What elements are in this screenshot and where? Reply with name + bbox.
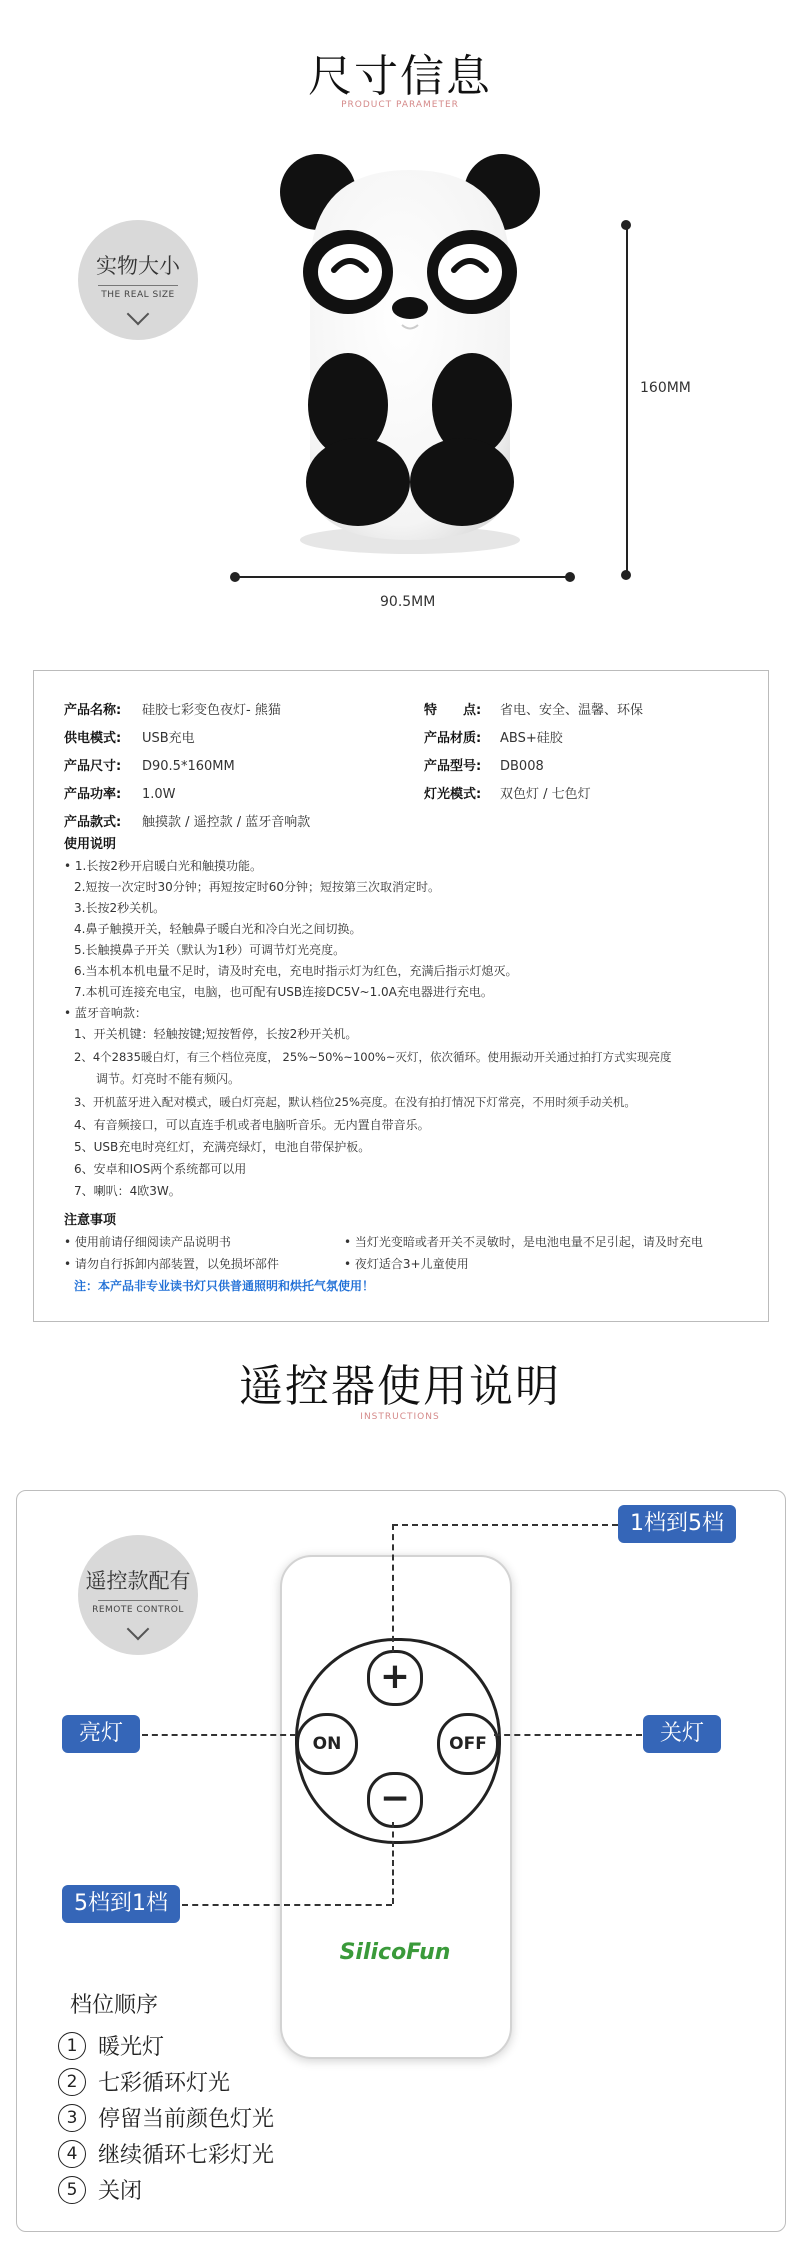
order-label: 关闭 — [98, 2179, 143, 2204]
light-off-connector — [494, 1734, 642, 1736]
spec-row — [64, 755, 235, 774]
height-dimension-label: 160MM — [640, 380, 691, 396]
badge-divider — [98, 285, 178, 286]
usage-title: 使用说明 — [64, 837, 117, 852]
remote-section-subtitle: INSTRUCTIONS — [360, 1412, 440, 1422]
spec-key: 灯光模式: — [424, 787, 482, 802]
size-section-subtitle: PRODUCT PARAMETER — [341, 100, 459, 110]
order-label: 停留当前颜色灯光 — [98, 2107, 275, 2132]
spec-value: 硅胶七彩变色夜灯- 熊猫 — [142, 703, 281, 718]
order-label: 暖光灯 — [98, 2035, 165, 2060]
order-label: 继续循环七彩灯光 — [98, 2143, 275, 2168]
note-item: • 请勿自行拆卸内部装置，以免损坏部件 — [64, 1257, 279, 1271]
order-item — [58, 2138, 274, 2169]
width-dimension-end-left — [230, 572, 240, 582]
usage-line: 1、开关机键：轻触按键;短按暂停，长按2秒开关机。 — [74, 1027, 358, 1041]
order-item — [58, 2102, 274, 2133]
spec-value: 1.0W — [142, 787, 176, 802]
panda-lamp-image — [270, 140, 550, 580]
note-item: • 当灯光变暗或者开关不灵敏时，是电池电量不足引起，请及时充电 — [344, 1235, 703, 1249]
level-down-connector-h — [182, 1904, 392, 1906]
usage-line: 5、USB充电时亮红灯，充满亮绿灯，电池自带保护板。 — [74, 1140, 371, 1154]
spec-box — [33, 670, 769, 1322]
panda-right-leg — [410, 438, 514, 526]
remote-section-title: 遥控器使用说明 — [239, 1361, 561, 1412]
remote-badge-sublabel: REMOTE CONTROL — [92, 1605, 184, 1615]
spec-key: 产品尺寸: — [64, 759, 122, 774]
real-size-badge-sublabel: THE REAL SIZE — [101, 290, 175, 300]
spec-row — [424, 755, 544, 774]
order-number: 5 — [58, 2176, 86, 2204]
height-dimension-end-top — [621, 220, 631, 230]
spec-value: 触摸款 / 遥控款 / 蓝牙音响款 — [142, 815, 311, 830]
note-item: • 夜灯适合3+儿童使用 — [344, 1257, 469, 1271]
spec-value: USB充电 — [142, 731, 195, 746]
remote-badge — [78, 1535, 198, 1655]
order-number: 2 — [58, 2068, 86, 2096]
panda-nose — [392, 297, 428, 319]
light-on-tag: 亮灯 — [62, 1715, 140, 1753]
width-dimension-label: 90.5MM — [380, 594, 436, 610]
spec-value: DB008 — [500, 759, 544, 774]
usage-line: 3.长按2秒关机。 — [74, 901, 166, 915]
spec-key: 产品型号: — [424, 759, 482, 774]
spec-key: 特 点: — [424, 703, 482, 718]
spec-value: D90.5*160MM — [142, 759, 235, 774]
order-number: 1 — [58, 2032, 86, 2060]
usage-line: 7.本机可连接充电宝，电脑，也可配有USB连接DC5V~1.0A充电器进行充电。 — [74, 985, 493, 999]
height-dimension-line — [626, 225, 628, 575]
spec-key: 产品名称: — [64, 703, 122, 718]
spec-row — [64, 783, 176, 802]
panda-left-leg — [306, 438, 410, 526]
remote-minus-button[interactable]: − — [367, 1772, 423, 1828]
spec-row — [64, 727, 195, 746]
size-section-title: 尺寸信息 — [308, 51, 492, 102]
width-dimension-end-right — [565, 572, 575, 582]
usage-line: 2.短按一次定时30分钟；再短按定时60分钟；短按第三次取消定时。 — [74, 880, 440, 894]
usage-line: 4.鼻子触摸开关，轻触鼻子暖白光和冷白光之间切换。 — [74, 922, 362, 936]
light-off-tag: 关灯 — [643, 1715, 721, 1753]
spec-row — [64, 811, 310, 830]
spec-key: 产品款式: — [64, 815, 122, 830]
remote-on-button[interactable]: ON — [296, 1713, 358, 1775]
spec-value: 省电、安全、温馨、环保 — [500, 703, 644, 718]
remote-plus-button[interactable]: + — [367, 1650, 423, 1706]
level-up-connector-h — [392, 1524, 618, 1526]
badge-divider — [98, 1600, 178, 1601]
spec-row — [424, 783, 591, 802]
level-down-connector — [392, 1822, 394, 1904]
order-item — [58, 2030, 164, 2061]
usage-line: 6.当本机本机电量不足时，请及时充电，充电时指示灯为红色，充满后指示灯熄灭。 — [74, 964, 518, 978]
spec-value: 双色灯 / 七色灯 — [500, 787, 591, 802]
usage-line: • 蓝牙音响款： — [64, 1006, 147, 1020]
order-item — [58, 2066, 230, 2097]
chevron-down-icon — [127, 1618, 150, 1641]
usage-line: 5.长触摸鼻子开关（默认为1秒）可调节灯光亮度。 — [74, 943, 346, 957]
remote-badge-label: 遥控款配有 — [85, 1569, 191, 1593]
usage-line: 6、安卓和IOS两个系统都可以用 — [74, 1162, 247, 1176]
spec-value: ABS+硅胶 — [500, 731, 563, 746]
level-up-tag: 1档到5档 — [618, 1505, 736, 1543]
usage-line: 7、喇叭：4欧3W。 — [74, 1184, 181, 1198]
real-size-badge — [78, 220, 198, 340]
usage-line: • 1.长按2秒开启暖白光和触摸功能。 — [64, 859, 262, 873]
order-number: 3 — [58, 2104, 86, 2132]
order-item — [58, 2174, 142, 2205]
usage-line: 调节。灯亮时不能有频闪。 — [96, 1072, 241, 1086]
usage-line: 3、开机蓝牙进入配对模式，暖白灯亮起，默认档位25%亮度。在没有拍打情况下灯常亮，不用时须手动关机。 — [74, 1095, 636, 1109]
real-size-badge-label: 实物大小 — [96, 254, 180, 278]
light-on-connector — [142, 1734, 296, 1736]
height-dimension-end-bottom — [621, 570, 631, 580]
spec-key: 供电模式: — [64, 731, 122, 746]
order-label: 七彩循环灯光 — [98, 2071, 231, 2096]
width-dimension-line — [235, 576, 570, 578]
usage-line: 4、有音频接口，可以直连手机或者电脑听音乐。无内置自带音乐。 — [74, 1118, 430, 1132]
note-item: • 使用前请仔细阅读产品说明书 — [64, 1235, 231, 1249]
order-number: 4 — [58, 2140, 86, 2168]
order-title: 档位顺序 — [70, 1993, 159, 2018]
spec-key: 产品材质: — [424, 731, 482, 746]
silicofun-logo: SilicoFun — [339, 1940, 451, 1965]
spec-key: 产品功率: — [64, 787, 122, 802]
warning-note: 注：本产品非专业读书灯只供普通照明和烘托气氛使用！ — [74, 1279, 375, 1293]
spec-row — [424, 727, 563, 746]
chevron-down-icon — [127, 303, 150, 326]
level-down-tag: 5档到1档 — [62, 1885, 180, 1923]
spec-row — [424, 699, 643, 718]
remote-off-button[interactable]: OFF — [437, 1713, 499, 1775]
notes-title: 注意事项 — [64, 1213, 117, 1228]
spec-row — [64, 699, 281, 718]
level-up-connector — [392, 1524, 394, 1652]
usage-line: 2、4个2835暖白灯，有三个档位亮度， 25%~50%~100%~灭灯，依次循环。使用振动开关通过拍打方式实现亮度 — [74, 1050, 672, 1064]
